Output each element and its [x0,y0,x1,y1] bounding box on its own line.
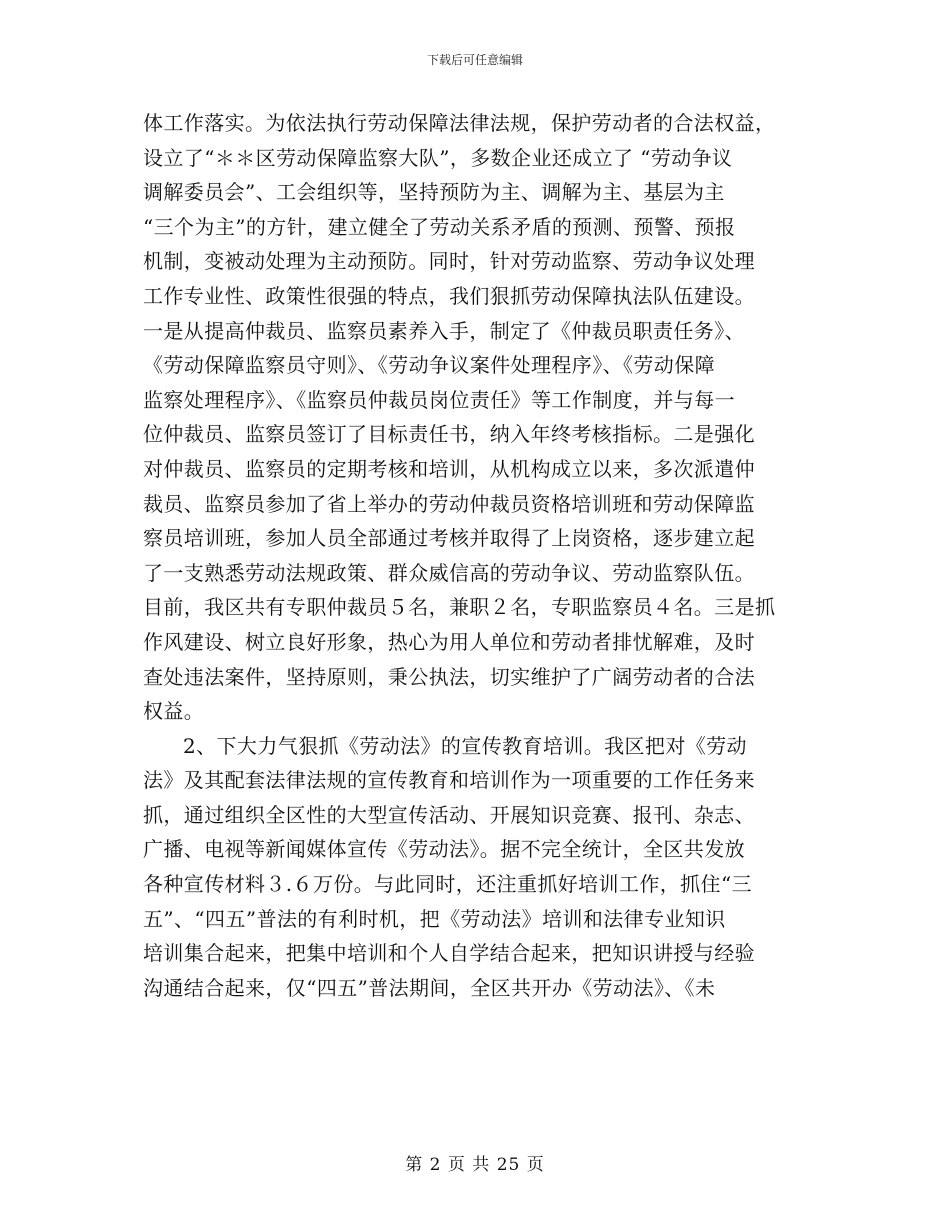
text-line: 目前，我区共有专职仲裁员５名，兼职２名，专职监察员４名。三是抓 [143,595,776,620]
text-line: 抓，通过组织全区性的大型宣传活动、开展知识竞赛、报刊、杂志、 [143,802,755,827]
text-line: 裁员、监察员参加了省上举办的劳动仲裁员资格培训班和劳动保障监 [143,491,755,516]
text-line: 监察处理程序》、《监察员仲裁员岗位责任》等工作制度，并与每一 [143,387,735,412]
text-line: 《劳动保障监察员守则》、《劳动争议案件处理程序》、《劳动保障 [143,353,715,378]
text-line: 权益。 [143,699,205,724]
page-number: 第 2 页 共 25 页 [405,1155,545,1175]
text-line: 五”、“四五”普法的有利时机，把《劳动法》培训和法律专业知识 [143,906,726,931]
text-line: 一是从提高仲裁员、监察员素养入手，制定了《仲裁员职责任务》、 [143,318,745,343]
text-line: 体工作落实。为依法执行劳动保障法律法规，保护劳动者的合法权益， [143,111,776,135]
text-line: 广播、电视等新闻媒体宣传《劳动法》。据不完全统计，全区共发放 [143,837,745,862]
text-line: 各种宣传材料３.６万份。与此同时，还注重抓好培训工作，抓住“三 [143,872,752,897]
text-line: 培训集合起来，把集中培训和个人自学结合起来，把知识讲授与经验 [143,941,755,966]
text-line: 查处违法案件，坚持原则，秉公执法，切实维护了广阔劳动者的合法 [143,664,755,689]
text-line: 位仲裁员、监察员签订了目标责任书，纳入年终考核指标。二是强化 [143,422,755,447]
text-line: 察员培训班，参加人员全部通过考核并取得了上岗资格，逐步建立起 [143,526,755,551]
text-line: 法》及其配套法律法规的宣传教育和培训作为一项重要的工作任务来 [143,768,755,793]
text-line: 作风建设、树立良好形象，热心为用人单位和劳动者排忧解难，及时 [143,629,755,654]
text-line: 设立了“＊＊区劳动保障监察大队”，多数企业还成立了 “劳动争议 [143,145,733,170]
text-line: 对仲裁员、监察员的定期考核和培训，从机构成立以来，多次派遣仲 [143,456,755,481]
text-line: “三个为主”的方针，建立健全了劳动关系矛盾的预测、预警、预报 [143,214,736,239]
page-header-note: 下载后可任意编辑 [426,53,523,67]
text-line: 了一支熟悉劳动法规政策、群众威信高的劳动争议、劳动监察队伍。 [143,560,755,585]
text-line: 工作专业性、政策性很强的特点，我们狠抓劳动保障执法队伍建设。 [143,283,755,308]
document-body [143,106,813,1005]
text-line: 调解委员会”、工会组织等，坚持预防为主、调解为主、基层为主 [143,180,725,205]
text-line: 沟通结合起来，仅“四五”普法期间，全区共开办《劳动法》、《未 [143,975,716,1000]
paragraph-first-line: 2、下大力气狠抓《劳动法》的宣传教育培训。我区把对《劳动 [183,733,747,758]
text-line: 机制，变被动处理为主动预防。同时，针对劳动监察、劳动争议处理 [143,249,755,274]
